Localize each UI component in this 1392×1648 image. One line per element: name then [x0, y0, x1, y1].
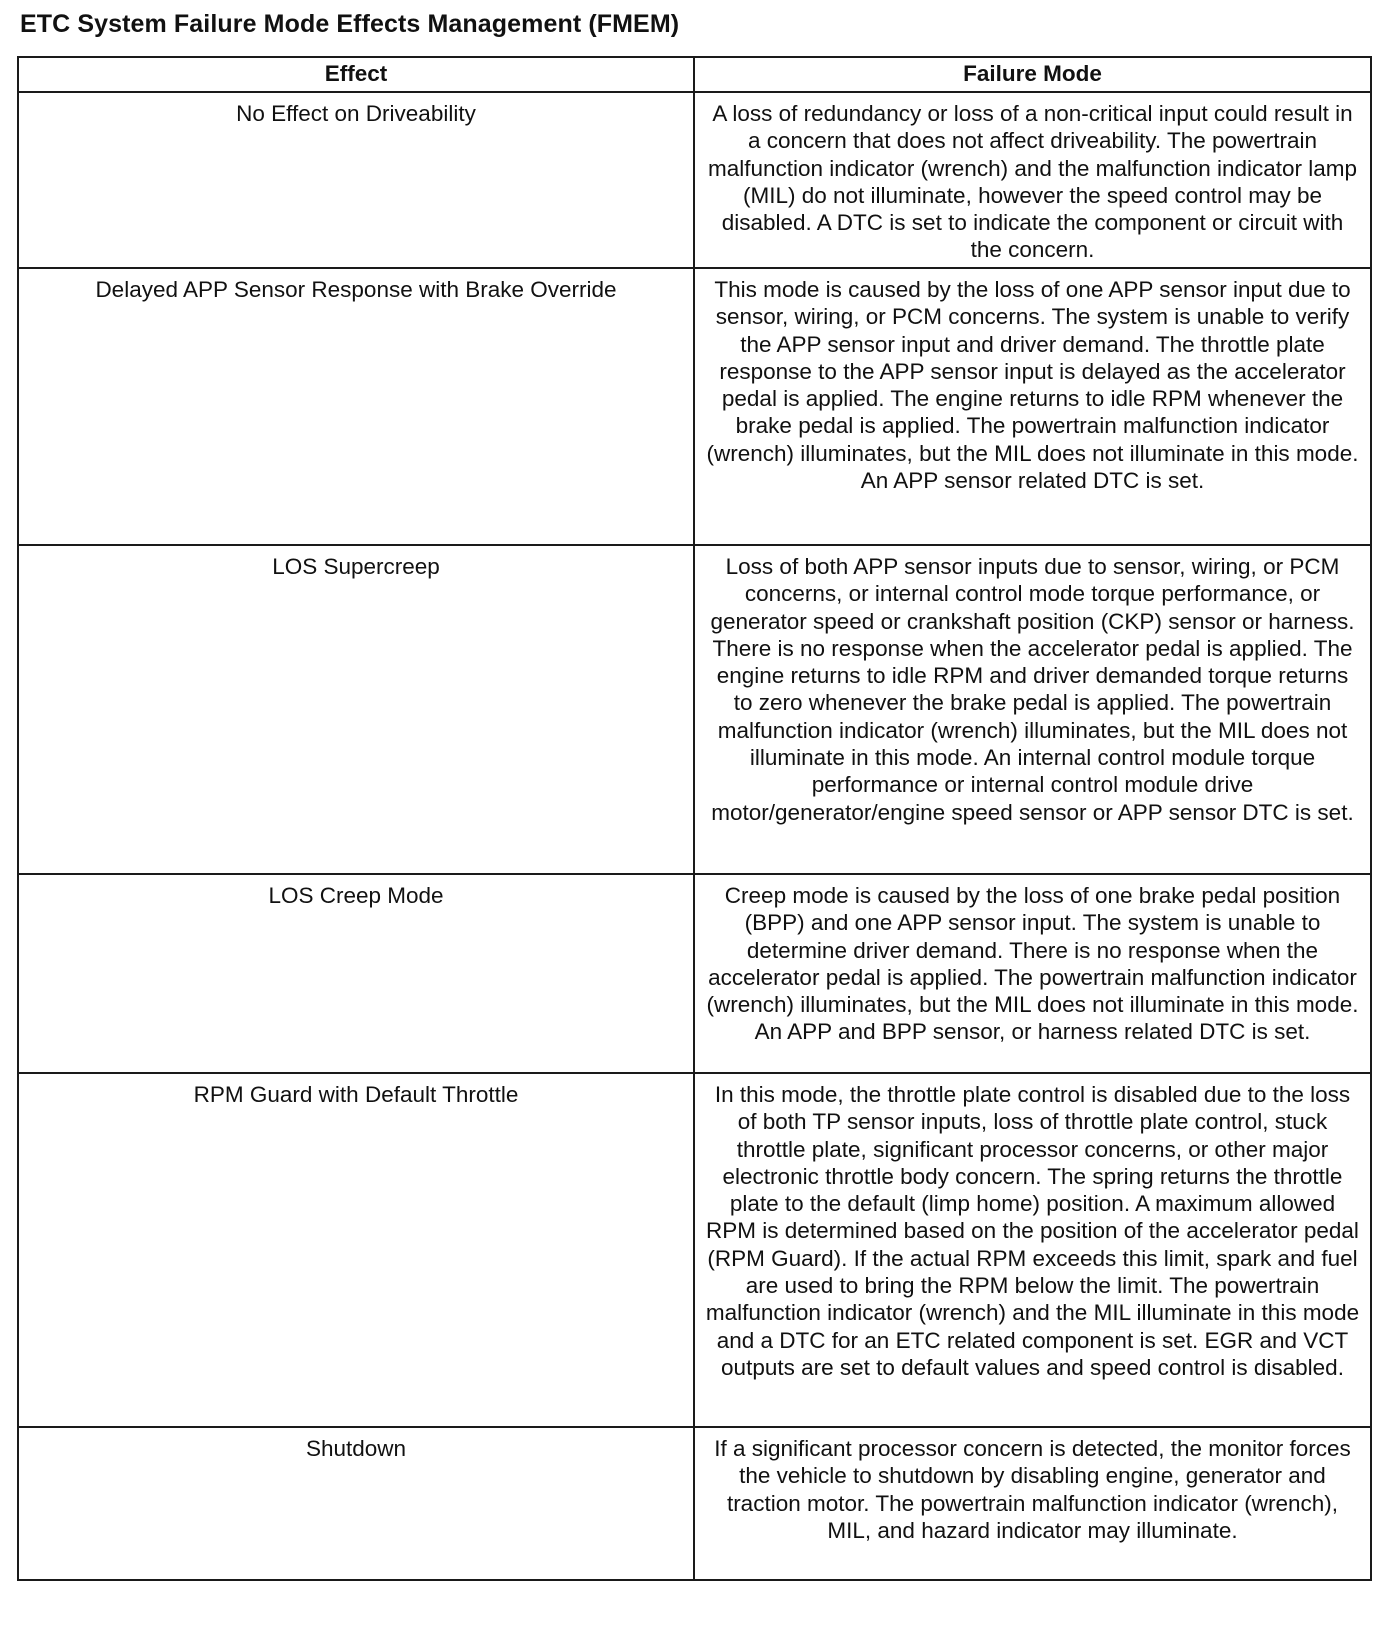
table-row	[18, 1427, 1371, 1580]
table-row	[18, 1073, 1371, 1427]
effect-cell: RPM Guard with Default Throttle	[18, 1073, 694, 1427]
effect-cell: Delayed APP Sensor Response with Brake Override	[18, 268, 694, 545]
table-row	[18, 545, 1371, 874]
failure-mode-cell: In this mode, the throttle plate control is disabled due to the loss of both TP sensor inputs, loss of throttle plate control, stuck throttle plate, significant processor concerns, or other major electronic throttle body concern. The spring returns the throttle plate to the default (limp home) position. A maximum allowed RPM is determined based on the position of the accelerator pedal (RPM Guard). If the actual RPM exceeds this limit, spark and fuel are used to bring the RPM below the limit. The powertrain malfunction indicator (wrench) and the MIL illuminate in this mode and a DTC for an ETC related component is set. EGR and VCT outputs are set to default values and speed control is disabled.	[694, 1073, 1371, 1427]
column-header-failure-mode: Failure Mode	[694, 57, 1371, 92]
table-header-row	[18, 57, 1371, 92]
column-header-effect: Effect	[18, 57, 694, 92]
failure-mode-cell: If a significant processor concern is detected, the monitor forces the vehicle to shutdown by disabling engine, generator and traction motor. The powertrain malfunction indicator (wrench), MIL, and hazard indicator may illuminate.	[694, 1427, 1371, 1580]
table-row	[18, 92, 1371, 268]
document-title: ETC System Failure Mode Effects Management (FMEM)	[20, 10, 680, 38]
effect-cell: Shutdown	[18, 1427, 694, 1580]
failure-mode-cell: This mode is caused by the loss of one APP sensor input due to sensor, wiring, or PCM concerns. The system is unable to verify the APP sensor input and driver demand. The throttle plate response to the APP sensor input is delayed as the accelerator pedal is applied. The engine returns to idle RPM whenever the brake pedal is applied. The powertrain malfunction indicator (wrench) illuminates, but the MIL does not illuminate in this mode. An APP sensor related DTC is set.	[694, 268, 1371, 545]
fmem-table	[17, 56, 1372, 1581]
effect-cell: No Effect on Driveability	[18, 92, 694, 268]
table-row	[18, 268, 1371, 545]
failure-mode-cell: Creep mode is caused by the loss of one brake pedal position (BPP) and one APP sensor input. The system is unable to determine driver demand. There is no response when the accelerator pedal is applied. The powertrain malfunction indicator (wrench) illuminates, but the MIL does not illuminate in this mode. An APP and BPP sensor, or harness related DTC is set.	[694, 874, 1371, 1073]
table-row	[18, 874, 1371, 1073]
failure-mode-cell: Loss of both APP sensor inputs due to sensor, wiring, or PCM concerns, or internal control mode torque performance, or generator speed or crankshaft position (CKP) sensor or harness. There is no response when the accelerator pedal is applied. The engine returns to idle RPM and driver demanded torque returns to zero whenever the brake pedal is applied. The powertrain malfunction indicator (wrench) illuminates, but the MIL does not illuminate in this mode. An internal control module torque performance or internal control module drive motor/generator/engine speed sensor or APP sensor DTC is set.	[694, 545, 1371, 874]
effect-cell: LOS Supercreep	[18, 545, 694, 874]
failure-mode-cell: A loss of redundancy or loss of a non-critical input could result in a concern that does not affect driveability. The powertrain malfunction indicator (wrench) and the malfunction indicator lamp (MIL) do not illuminate, however the speed control may be disabled. A DTC is set to indicate the component or circuit with the concern.	[694, 92, 1371, 268]
effect-cell: LOS Creep Mode	[18, 874, 694, 1073]
